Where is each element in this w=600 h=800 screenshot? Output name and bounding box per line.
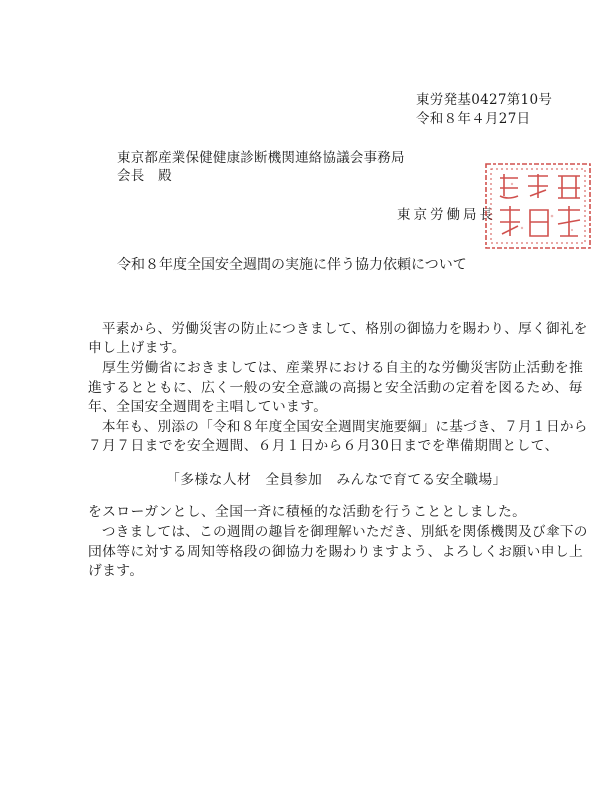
body-line: 平素から、労働災害の防止につきまして、格別の御協力を賜わり、厚く御礼を: [88, 321, 588, 337]
body-line: 厚生労働省におきましては、産業界における自主的な労働災害防止活動を推: [88, 360, 584, 376]
closing-line: つきましては、この週間の趣旨を御理解いただき、別紙を関係機関及び傘下の: [88, 524, 588, 540]
body-line: 本年も、別添の「令和８年度全国安全週間実施要綱」に基づき、７月１日から: [88, 419, 588, 435]
official-seal-icon: [482, 160, 594, 252]
closing-line: げます。: [88, 563, 144, 579]
body-line: ７月７日までを安全週間、６月１日から６月30日までを準備期間として、: [88, 438, 559, 454]
reference-number: 東労発基0427第10号: [416, 92, 553, 108]
closing-line: 団体等に対する周知等格段の御協力を賜わりますよう、よろしくお願い申し上: [88, 544, 584, 560]
recipient-title: 会長 殿: [117, 168, 172, 184]
slogan: 「多様な人材 全員参加 みんなで育てる安全職場」: [166, 472, 507, 488]
document-subject: 令和８年度全国安全週間の実施に伴う協力依頼について: [117, 257, 467, 273]
body-line: 進するとともに、広く一般の安全意識の高揚と安全活動の定着を図るため、毎: [88, 380, 583, 396]
body-line: 年、全国安全週間を主唱しています。: [88, 399, 328, 415]
sender-name: 東京労働局長: [397, 207, 496, 223]
body-line: 申し上げます。: [88, 340, 186, 356]
document-date: 令和８年４月27日: [416, 111, 531, 127]
closing-line: をスローガンとし、全国一斉に積極的な活動を行うこととしました。: [88, 504, 527, 520]
recipient-organization: 東京都産業保健健康診断機関連絡協議会事務局: [117, 150, 405, 166]
